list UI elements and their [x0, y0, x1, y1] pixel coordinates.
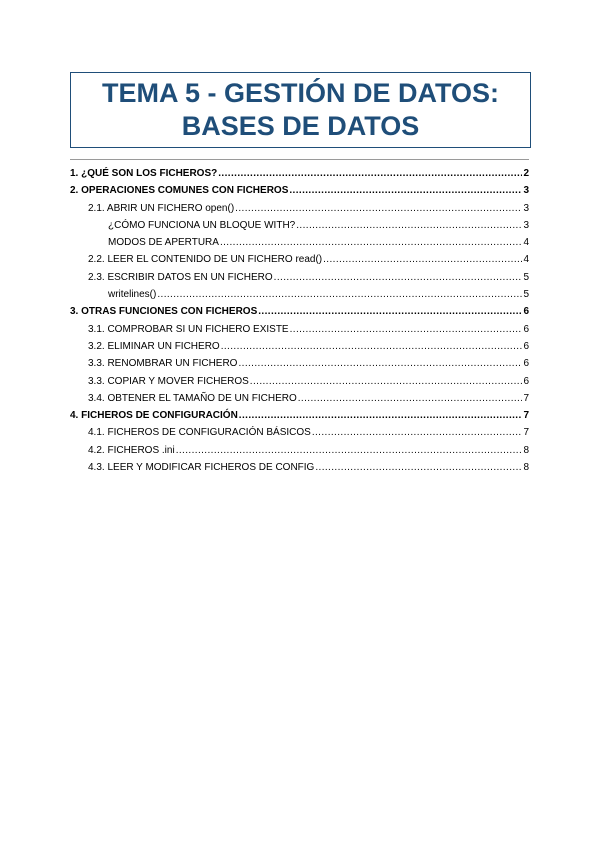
toc-entry-title: 4.2. FICHEROS .ini	[88, 444, 175, 456]
toc-dot-leader	[298, 393, 523, 404]
toc-entry-title: 3.2. ELIMINAR UN FICHERO	[88, 340, 220, 352]
toc-entry[interactable]	[70, 237, 529, 254]
toc-dot-leader	[289, 185, 522, 196]
toc-page-number: 7	[523, 410, 529, 422]
toc-dot-leader	[274, 272, 523, 283]
toc-entry-title: 2.3. ESCRIBIR DATOS EN UN FICHERO	[88, 271, 273, 283]
toc-entry-title: 2. OPERACIONES COMUNES CON FICHEROS	[70, 185, 289, 197]
toc-entry-title: ¿CÓMO FUNCIONA UN BLOQUE WITH?	[108, 219, 296, 231]
toc-page-number: 5	[523, 289, 529, 301]
toc-entry[interactable]	[70, 324, 529, 341]
title-line-1: TEMA 5 - GESTIÓN DE DATOS:	[101, 78, 500, 108]
toc-dot-leader	[258, 306, 522, 317]
toc-dot-leader	[239, 410, 523, 421]
toc-entry[interactable]	[70, 306, 529, 323]
toc-page-number: 4	[523, 254, 529, 266]
toc-page-number: 7	[523, 427, 529, 439]
title-box	[70, 72, 531, 148]
toc-entry[interactable]	[70, 376, 529, 393]
toc-entry[interactable]	[70, 410, 529, 427]
toc-entry[interactable]	[70, 272, 529, 289]
toc-page-number: 8	[523, 444, 529, 456]
toc-entry-title: 1. ¿QUÉ SON LOS FICHEROS?	[70, 168, 218, 179]
toc-entry[interactable]	[70, 358, 529, 375]
toc-dot-leader	[312, 427, 523, 438]
toc-entry[interactable]	[70, 427, 529, 444]
toc-dot-leader	[296, 220, 522, 231]
toc-page-number: 6	[523, 323, 529, 335]
toc-dot-leader	[235, 203, 522, 214]
toc-page-number: 2	[523, 168, 529, 179]
toc-page-number: 6	[523, 358, 529, 370]
toc-page-number: 6	[523, 340, 529, 352]
toc-entry-title: 3.4. OBTENER EL TAMAÑO DE UN FICHERO	[88, 392, 297, 404]
toc-dot-leader	[323, 254, 522, 265]
toc-entry[interactable]	[70, 445, 529, 462]
toc-entry-title: writelines()	[108, 289, 157, 301]
toc-entry[interactable]	[70, 254, 529, 271]
toc-entry[interactable]	[70, 341, 529, 358]
toc-entry-title: 2.2. LEER EL CONTENIDO DE UN FICHERO read()	[88, 254, 323, 266]
toc-entry-title: 3.3. COPIAR Y MOVER FICHEROS	[88, 375, 249, 387]
toc-entry[interactable]	[70, 462, 529, 479]
toc-dot-leader	[157, 289, 522, 300]
toc-page-number: 3	[523, 202, 529, 214]
toc-entry[interactable]	[70, 185, 529, 202]
toc-page-number: 4	[523, 237, 529, 249]
toc-dot-leader	[220, 237, 522, 248]
toc-page-number: 3	[523, 219, 529, 231]
toc-entry-title: 4. FICHEROS DE CONFIGURACIÓN	[70, 410, 238, 422]
toc-page-number: 6	[523, 375, 529, 387]
toc-entry-title: 3. OTRAS FUNCIONES CON FICHEROS	[70, 306, 258, 318]
divider	[70, 159, 529, 160]
toc-page-number: 6	[523, 306, 529, 318]
toc-dot-leader	[250, 376, 523, 387]
toc-entry-title: 3.3. RENOMBRAR UN FICHERO	[88, 358, 238, 370]
toc-dot-leader	[238, 358, 522, 369]
toc-entry[interactable]	[70, 168, 529, 185]
toc-entry-title: 2.1. ABRIR UN FICHERO open()	[88, 202, 235, 214]
toc-entry[interactable]	[70, 289, 529, 306]
toc-entry[interactable]	[70, 393, 529, 410]
toc-entry-title: 4.1. FICHEROS DE CONFIGURACIÓN BÁSICOS	[88, 427, 311, 439]
toc-entry-title: 3.1. COMPROBAR SI UN FICHERO EXISTE	[88, 323, 289, 335]
toc-dot-leader	[176, 445, 523, 456]
toc-dot-leader	[218, 168, 522, 179]
toc-entry[interactable]	[70, 203, 529, 220]
toc-entry[interactable]	[70, 220, 529, 237]
toc-page-number: 5	[523, 271, 529, 283]
title-line-2: BASES DE DATOS	[181, 111, 420, 141]
toc-page-number: 7	[523, 392, 529, 404]
table-of-contents	[70, 168, 529, 479]
toc-page-number: 3	[523, 185, 529, 197]
toc-entry-title: 4.3. LEER Y MODIFICAR FICHEROS DE CONFIG	[88, 462, 315, 474]
toc-dot-leader	[290, 324, 523, 335]
toc-dot-leader	[315, 462, 522, 473]
toc-page-number: 8	[523, 462, 529, 474]
toc-entry-title: MODOS DE APERTURA	[108, 237, 219, 249]
toc-dot-leader	[221, 341, 523, 352]
